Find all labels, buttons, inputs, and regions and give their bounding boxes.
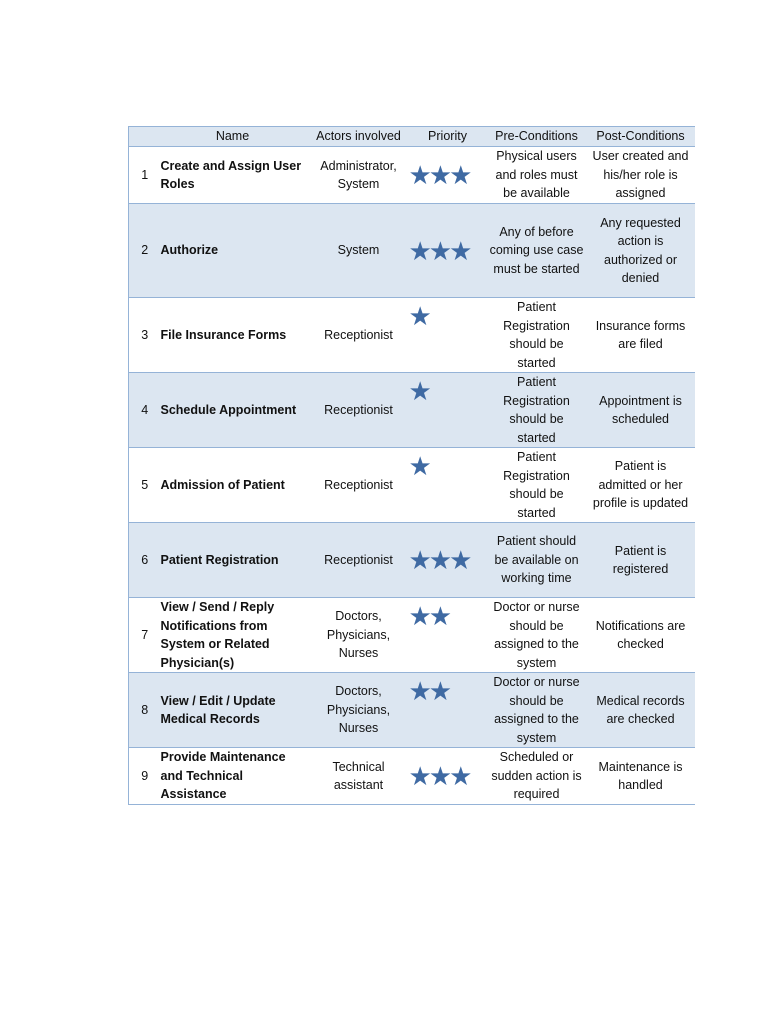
priority-stars	[409, 298, 487, 373]
table-row	[129, 204, 695, 298]
use-case-name: View / Send / Reply Notifications from System or Related Physician(s)	[157, 598, 309, 673]
post-conditions-cell: Medical records are checked	[587, 673, 695, 748]
post-conditions-cell: Insurance forms are filed	[587, 298, 695, 373]
star-icon: ★★★	[408, 545, 470, 575]
post-conditions-cell: Patient is registered	[587, 523, 695, 598]
post-conditions-cell: User created and his/her role is assigned	[587, 147, 695, 204]
table-header-row	[129, 127, 695, 147]
pre-conditions-cell: Doctor or nurse should be assigned to the system	[487, 673, 587, 748]
priority-stars	[409, 748, 487, 805]
row-number: 6	[129, 523, 157, 598]
row-number: 9	[129, 748, 157, 805]
use-case-name: Create and Assign User Roles	[157, 147, 309, 204]
post-conditions-cell: Any requested action is authorized or denied	[587, 204, 695, 298]
use-case-name: Patient Registration	[157, 523, 309, 598]
use-case-table	[128, 126, 695, 805]
pre-conditions-cell: Patient should be available on working time	[487, 523, 587, 598]
actors-cell: Receptionist	[309, 298, 409, 373]
header-post-conditions: Post-Conditions	[587, 127, 695, 147]
header-name: Name	[157, 127, 309, 147]
pre-conditions-cell: Physical users and roles must be available	[487, 147, 587, 204]
actors-cell: Receptionist	[309, 448, 409, 523]
star-icon: ★★★	[408, 235, 470, 266]
header-priority: Priority	[409, 127, 487, 147]
row-number: 5	[129, 448, 157, 523]
row-number: 3	[129, 298, 157, 373]
header-pre-conditions: Pre-Conditions	[487, 127, 587, 147]
actors-cell: Doctors, Physicians, Nurses	[309, 673, 409, 748]
actors-cell: Doctors, Physicians, Nurses	[309, 598, 409, 673]
post-conditions-cell: Maintenance is handled	[587, 748, 695, 805]
priority-stars	[409, 204, 487, 298]
post-conditions-cell: Notifications are checked	[587, 598, 695, 673]
use-case-name: File Insurance Forms	[157, 298, 309, 373]
row-number: 8	[129, 673, 157, 748]
table-row	[129, 748, 695, 805]
priority-stars	[409, 147, 487, 204]
pre-conditions-cell: Patient Registration should be started	[487, 448, 587, 523]
pre-conditions-cell: Any of before coming use case must be started	[487, 204, 587, 298]
header-number	[129, 127, 157, 147]
star-icon: ★	[408, 376, 429, 406]
table-row	[129, 147, 695, 204]
priority-stars	[409, 673, 487, 748]
pre-conditions-cell: Scheduled or sudden action is required	[487, 748, 587, 805]
actors-cell: Technical assistant	[309, 748, 409, 805]
actors-cell: Receptionist	[309, 523, 409, 598]
table-row	[129, 298, 695, 373]
table-row	[129, 598, 695, 673]
pre-conditions-cell: Patient Registration should be started	[487, 298, 587, 373]
actors-cell: System	[309, 204, 409, 298]
table-row	[129, 523, 695, 598]
priority-stars	[409, 523, 487, 598]
row-number: 1	[129, 147, 157, 204]
header-actors: Actors involved	[309, 127, 409, 147]
star-icon: ★	[408, 451, 429, 481]
star-icon: ★	[408, 301, 429, 331]
use-case-name: View / Edit / Update Medical Records	[157, 673, 309, 748]
table-row	[129, 673, 695, 748]
actors-cell: Administrator, System	[309, 147, 409, 204]
use-case-name: Provide Maintenance and Technical Assistance	[157, 748, 309, 805]
star-icon: ★★	[408, 676, 450, 706]
row-number: 7	[129, 598, 157, 673]
use-case-name: Schedule Appointment	[157, 373, 309, 448]
priority-stars	[409, 598, 487, 673]
priority-stars	[409, 373, 487, 448]
priority-stars	[409, 448, 487, 523]
star-icon: ★★★	[408, 761, 470, 791]
use-case-name: Authorize	[157, 204, 309, 298]
table-row	[129, 448, 695, 523]
actors-cell: Receptionist	[309, 373, 409, 448]
row-number: 2	[129, 204, 157, 298]
star-icon: ★★★	[408, 160, 470, 190]
table-row	[129, 373, 695, 448]
post-conditions-cell: Patient is admitted or her profile is updated	[587, 448, 695, 523]
star-icon: ★★	[408, 601, 450, 631]
use-case-name: Admission of Patient	[157, 448, 309, 523]
post-conditions-cell: Appointment is scheduled	[587, 373, 695, 448]
row-number: 4	[129, 373, 157, 448]
pre-conditions-cell: Patient Registration should be started	[487, 373, 587, 448]
pre-conditions-cell: Doctor or nurse should be assigned to the system	[487, 598, 587, 673]
